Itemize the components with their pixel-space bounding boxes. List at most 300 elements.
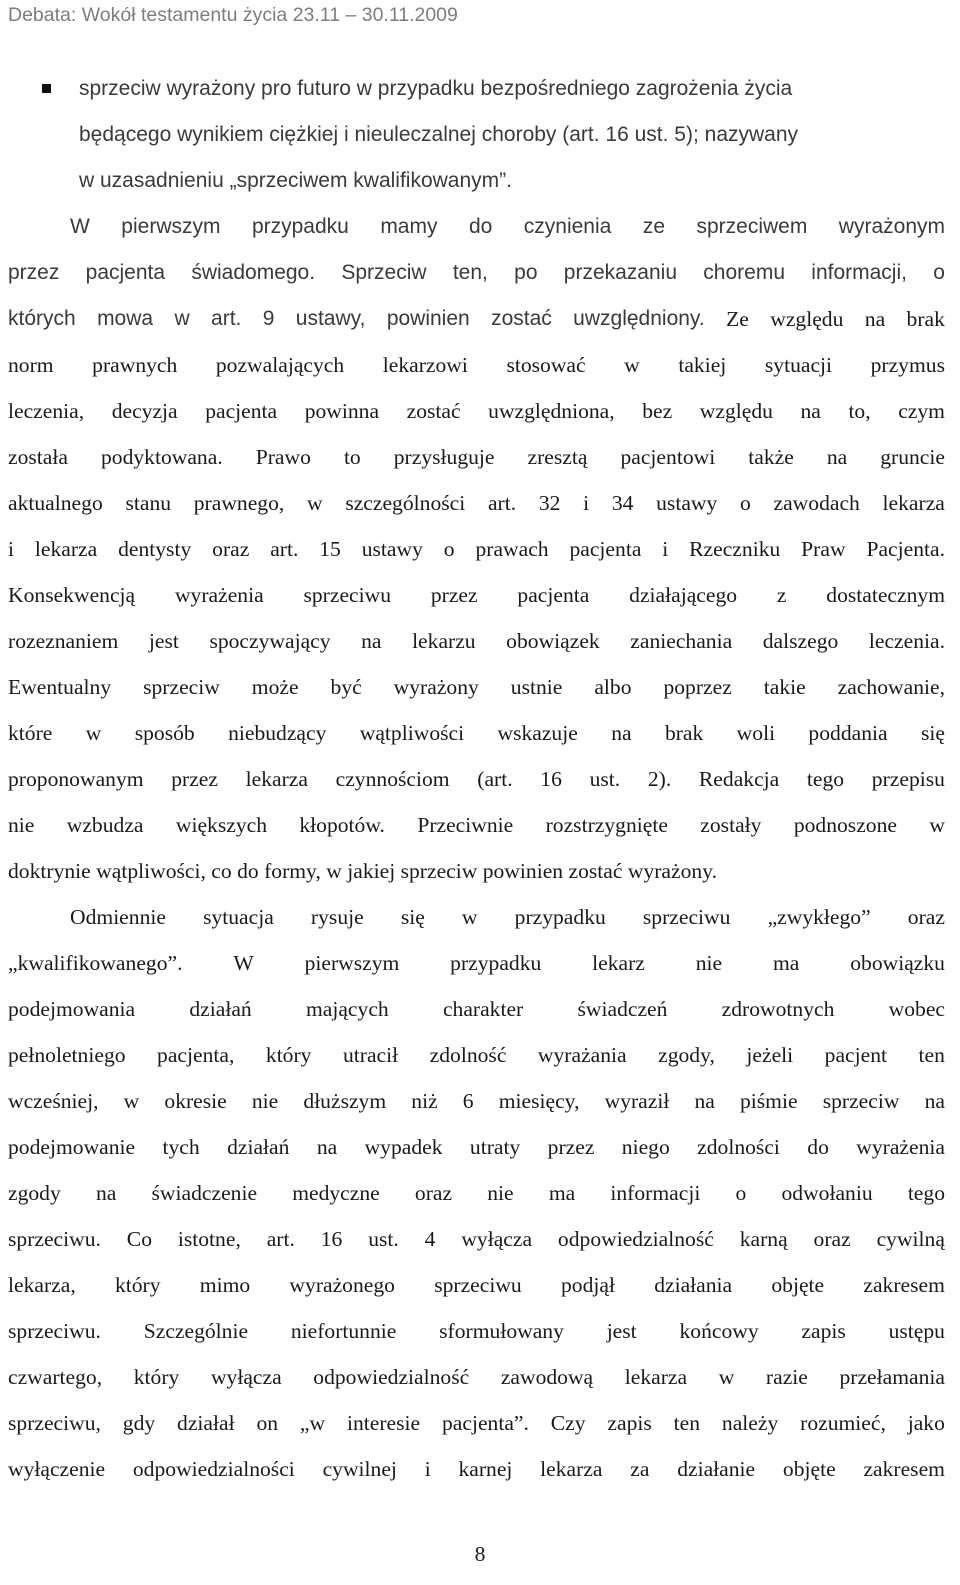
word: w <box>123 1089 140 1113</box>
word: obowiązku <box>850 951 945 975</box>
word: wyrażania <box>537 1043 627 1067</box>
word: lekarza, <box>8 1273 76 1297</box>
word: aktualnego <box>8 491 103 515</box>
word: piśmie <box>739 1089 798 1113</box>
word: art. <box>211 307 242 330</box>
word: względu <box>770 307 844 331</box>
word: czynnościom <box>335 767 450 791</box>
word: ten, <box>452 261 488 284</box>
word: pacjenta <box>205 399 278 423</box>
word: wyłącza <box>461 1227 533 1251</box>
word: spoczywający <box>209 629 331 653</box>
body-line <box>8 1040 945 1070</box>
word: podjął <box>560 1273 615 1297</box>
word: utraty <box>469 1135 521 1159</box>
word: być <box>330 675 362 699</box>
word: podejmowanie <box>8 1135 136 1159</box>
word: które <box>8 721 53 745</box>
word: norm <box>8 353 54 377</box>
word: zakresem <box>863 1457 945 1481</box>
word: tych <box>162 1135 200 1159</box>
word: zostać <box>406 399 461 423</box>
word: ust. <box>368 1227 399 1251</box>
word: art. <box>266 1227 295 1251</box>
word: lekarza <box>34 537 98 561</box>
word: i <box>662 537 669 561</box>
word: proponowanym <box>8 767 144 791</box>
word: działał <box>177 1411 235 1435</box>
word: który <box>114 1273 161 1297</box>
word: W <box>233 951 254 975</box>
word: sprzeciwu <box>303 583 392 607</box>
word: mamy <box>380 215 438 238</box>
word: art. <box>270 537 299 561</box>
word: świadczenie <box>151 1181 258 1205</box>
word: ustawy, <box>295 307 366 330</box>
word: wobec <box>888 997 945 1021</box>
word: prawach <box>475 537 549 561</box>
word: odpowiedzialność <box>557 1227 714 1251</box>
word: podnoszone <box>793 813 897 837</box>
body-line <box>8 1408 945 1438</box>
word: Sprzeciw <box>341 261 427 284</box>
body-line <box>8 1086 945 1116</box>
word: Rzeczniku <box>689 537 781 561</box>
word: lekarz <box>592 951 645 975</box>
word: wyraził <box>604 1089 670 1113</box>
body-line <box>8 672 945 702</box>
word: działającego <box>629 583 738 607</box>
word: oraz <box>212 537 250 561</box>
body-line <box>8 1132 945 1162</box>
word: tego <box>806 767 845 791</box>
word: Co <box>126 1227 152 1251</box>
word: „w <box>299 1411 326 1435</box>
word: tego <box>907 1181 945 1205</box>
word: oraz <box>414 1181 453 1205</box>
word: zakresem <box>863 1273 945 1297</box>
word: o <box>740 491 751 515</box>
word: Przeciwnie <box>417 813 514 837</box>
word: przepisu <box>871 767 945 791</box>
word: i <box>8 537 14 561</box>
word: ze <box>642 215 665 238</box>
word: do <box>468 215 493 238</box>
word: cywilnej <box>322 1457 397 1481</box>
word: przez <box>8 261 60 284</box>
body-line <box>8 626 945 656</box>
word: wyrażenia <box>174 583 264 607</box>
word: zachowanie, <box>837 675 945 699</box>
word: o <box>443 537 455 561</box>
word: działań <box>189 997 252 1021</box>
word: sformułowany <box>439 1319 564 1343</box>
body-line <box>8 396 945 426</box>
word: względu <box>699 399 773 423</box>
body-line <box>8 1224 945 1254</box>
word: działania <box>654 1273 733 1297</box>
body-line <box>8 718 945 748</box>
word: na <box>95 1181 117 1205</box>
word: jest <box>148 629 179 653</box>
word: pacjenta, <box>157 1043 235 1067</box>
word: Ewentualny <box>8 675 112 699</box>
word: podyktowana. <box>100 445 223 469</box>
word: medyczne <box>292 1181 380 1205</box>
word: o <box>735 1181 747 1205</box>
word: ma <box>772 951 800 975</box>
word: zostać <box>491 307 552 330</box>
word: podejmowania <box>8 997 136 1021</box>
word: ustępu <box>888 1319 945 1343</box>
word: Pacjenta. <box>866 537 945 561</box>
word: Szczególnie <box>143 1319 249 1343</box>
word: przypadku <box>514 905 606 929</box>
body-line <box>70 902 945 932</box>
word: odwołaniu <box>781 1181 873 1205</box>
word: ustawy <box>361 537 423 561</box>
word: 34 <box>611 491 634 515</box>
word: jeżeli <box>746 1043 794 1067</box>
word: za <box>630 1457 650 1481</box>
word: istotne, <box>177 1227 241 1251</box>
word: prawnego, <box>193 491 285 515</box>
body-line <box>70 212 945 242</box>
word: Odmiennie <box>70 905 166 929</box>
word: zapis <box>801 1319 846 1343</box>
word: przymus <box>870 353 945 377</box>
word: działań <box>227 1135 290 1159</box>
word: wyłącza <box>210 1365 282 1389</box>
word: „kwalifikowanego”. <box>8 951 183 975</box>
word: Prawo <box>255 445 311 469</box>
word: cywilną <box>876 1227 945 1251</box>
word: to, <box>848 399 871 423</box>
word: na <box>611 721 632 745</box>
bullet-line: będącego wynikiem ciężkiej i nieuleczalnej choroby (art. 16 ust. 5); nazywany <box>79 123 799 146</box>
body-line <box>8 1270 945 1300</box>
page-number: 8 <box>474 1542 486 1566</box>
word: oraz <box>907 905 945 929</box>
word: na <box>361 629 382 653</box>
word: który <box>265 1043 312 1067</box>
word: niefortunnie <box>290 1319 397 1343</box>
word: rysuje <box>310 905 364 929</box>
word: dentysty <box>118 537 192 561</box>
word: okresie <box>164 1089 227 1113</box>
word: wyrażenia <box>856 1135 945 1159</box>
body-line <box>8 488 945 518</box>
word: takiej <box>678 353 727 377</box>
word: lekarzu <box>412 629 476 653</box>
word: nie <box>487 1181 514 1205</box>
word: bez <box>642 399 673 423</box>
word: dostatecznym <box>826 583 945 607</box>
body-line <box>8 764 945 794</box>
word: powinien <box>386 307 470 330</box>
word: Praw <box>801 537 846 561</box>
word: gdy <box>122 1411 156 1435</box>
word: on <box>256 1411 279 1435</box>
word: nie <box>8 813 35 837</box>
word: zawodową <box>500 1365 594 1389</box>
word: się <box>920 721 945 745</box>
body-line <box>8 1454 945 1484</box>
word: mowa <box>97 307 154 330</box>
word: czwartego, <box>8 1365 103 1389</box>
word: oraz <box>813 1227 851 1251</box>
word: powinna <box>304 399 380 423</box>
bullet-marker <box>42 84 51 93</box>
word: zaniechania <box>630 629 733 653</box>
word: brak <box>664 721 704 745</box>
word: zawodach <box>773 491 860 515</box>
document-header: Debata: Wokół testamentu życia 23.11 – 30.11.2009 <box>8 4 458 26</box>
word: kłopotów. <box>299 813 385 837</box>
word: zostały <box>700 813 762 837</box>
word: w <box>718 1365 735 1389</box>
word: ustnie <box>510 675 563 699</box>
word: pacjenta <box>85 261 166 284</box>
word: sprzeciw <box>822 1089 900 1113</box>
word: na <box>826 445 848 469</box>
word: i <box>424 1457 431 1481</box>
word: sposób <box>134 721 195 745</box>
word: przez <box>430 583 478 607</box>
word: szczególności <box>345 491 466 515</box>
word: art. <box>487 491 517 515</box>
word: których <box>8 307 76 330</box>
word: ten <box>673 1411 701 1435</box>
word: rozstrzygnięte <box>545 813 668 837</box>
word: przekazaniu <box>563 261 678 284</box>
word: 16 <box>320 1227 343 1251</box>
word: lekarza <box>624 1365 688 1389</box>
word: wyrażonego <box>289 1273 395 1297</box>
body-line <box>8 994 945 1024</box>
word: należy <box>721 1411 779 1435</box>
word: w <box>307 491 323 515</box>
word: na <box>316 1135 338 1159</box>
word: stanu <box>125 491 172 515</box>
body-line <box>8 810 945 840</box>
body-line <box>8 580 945 610</box>
word: wypadek <box>364 1135 443 1159</box>
word: pacjenta <box>569 537 642 561</box>
word: w <box>929 813 945 837</box>
word: w <box>174 307 190 330</box>
word: rozumieć, <box>800 1411 886 1435</box>
word: takie <box>763 675 806 699</box>
word: Konsekwencją <box>8 583 136 607</box>
word: decyzja <box>111 399 178 423</box>
body-line <box>8 1316 945 1346</box>
bullet-line: w uzasadnieniu „sprzeciwem kwalifikowanym”. <box>79 169 512 192</box>
word: na <box>864 307 886 331</box>
word: odpowiedzialność <box>313 1365 470 1389</box>
word: i <box>583 491 590 515</box>
word: lekarza <box>540 1457 603 1481</box>
word: poprzez <box>663 675 732 699</box>
word: charakter <box>442 997 524 1021</box>
body-line <box>8 948 945 978</box>
word: końcowy <box>679 1319 759 1343</box>
word: przypadku <box>251 215 349 238</box>
word: poddania <box>808 721 888 745</box>
word: w <box>624 353 640 377</box>
word: sytuacja <box>203 905 274 929</box>
word: zdolność <box>429 1043 507 1067</box>
word: niż <box>411 1089 438 1113</box>
word: na <box>694 1089 715 1113</box>
word: miesięcy, <box>498 1089 580 1113</box>
word: sprzeciw <box>143 675 220 699</box>
word: sprzeciwu, <box>8 1411 101 1435</box>
word: leczenia, <box>8 399 85 423</box>
body-line <box>8 304 945 334</box>
word: świadczeń <box>577 997 668 1021</box>
body-line <box>8 534 945 564</box>
word: objęte <box>771 1273 825 1297</box>
word: „zwykłego” <box>767 905 871 929</box>
word: ustawy <box>656 491 718 515</box>
word: to <box>343 445 361 469</box>
word: z <box>776 583 787 607</box>
word: karną <box>739 1227 788 1251</box>
word: niego <box>621 1135 670 1159</box>
word: może <box>251 675 299 699</box>
text-run: doktrynie wątpliwości, co do formy, w jakiej sprzeciw powinien zostać wyrażony. <box>8 859 717 883</box>
word: sprzeciwu <box>642 905 731 929</box>
word: brak <box>906 307 945 331</box>
word: Redakcja <box>698 767 780 791</box>
word: 6 <box>462 1089 474 1113</box>
body-line <box>8 258 945 288</box>
word: W <box>70 215 90 238</box>
word: do <box>807 1135 829 1159</box>
word: większych <box>175 813 268 837</box>
word: pacjent <box>824 1043 888 1067</box>
body-line <box>8 442 945 472</box>
word: wyrażonym <box>838 215 945 238</box>
word: dalszego <box>762 629 839 653</box>
word: nie <box>695 951 723 975</box>
word: w <box>85 721 102 745</box>
word: przez <box>547 1135 595 1159</box>
word: mimo <box>199 1273 251 1297</box>
word: pozwalających <box>215 353 345 377</box>
word: 4 <box>424 1227 436 1251</box>
word: Ze <box>726 307 749 331</box>
word: woli <box>736 721 776 745</box>
word: zresztą <box>527 445 588 469</box>
word: interesie <box>346 1411 421 1435</box>
word: działanie <box>677 1457 756 1481</box>
word: została <box>8 445 68 469</box>
word: pacjenta”. <box>441 1411 529 1435</box>
word: pierwszym <box>304 951 400 975</box>
word: informacji <box>610 1181 701 1205</box>
word: jest <box>606 1319 637 1343</box>
word: Czy <box>550 1411 586 1435</box>
word: czym <box>898 399 945 423</box>
word: jako <box>907 1411 945 1435</box>
body-line <box>8 1178 945 1208</box>
word: pierwszym <box>121 215 221 238</box>
word: ten <box>918 1043 945 1067</box>
word: razie <box>765 1365 808 1389</box>
bullet-line: sprzeciw wyrażony pro futuro w przypadku bezpośredniego zagrożenia życia <box>79 77 793 100</box>
word: pełnoletniego <box>8 1043 126 1067</box>
word: świadomego. <box>191 261 316 284</box>
word: 32 <box>538 491 561 515</box>
word: zdrowotnych <box>721 997 835 1021</box>
word: 16 <box>540 767 562 791</box>
word: który <box>133 1365 180 1389</box>
word: zgody, <box>658 1043 715 1067</box>
word: choremu <box>703 261 785 284</box>
word: (art. <box>477 767 513 791</box>
word: lekarza <box>245 767 308 791</box>
word: leczenia. <box>868 629 945 653</box>
word: na <box>924 1089 945 1113</box>
body-line <box>8 856 945 886</box>
word: karnej <box>458 1457 513 1481</box>
word: 15 <box>319 537 341 561</box>
word: sprzeciwu. <box>8 1227 101 1251</box>
word: 2). <box>647 767 672 791</box>
word: wcześniej, <box>8 1089 99 1113</box>
word: wzbudza <box>66 813 144 837</box>
word: odpowiedzialności <box>132 1457 295 1481</box>
body-line <box>8 1362 945 1392</box>
word: lekarzowi <box>382 353 468 377</box>
word: nie <box>251 1089 279 1113</box>
word: uwzględniony. <box>573 307 705 330</box>
word: pacjenta <box>517 583 590 607</box>
word: stosować <box>506 353 586 377</box>
word: gruncie <box>880 445 945 469</box>
word: prawnych <box>92 353 178 377</box>
word: lekarza <box>882 491 945 515</box>
word: w <box>461 905 478 929</box>
word: ust. <box>589 767 621 791</box>
word: o <box>933 261 945 284</box>
word: sytuacji <box>764 353 833 377</box>
word: wskazuje <box>497 721 578 745</box>
word: zdolności <box>697 1135 780 1159</box>
word: utracił <box>342 1043 399 1067</box>
word: obowiązek <box>506 629 600 653</box>
word: uwzględniona, <box>488 399 615 423</box>
word: wyrażony <box>393 675 479 699</box>
word: objęte <box>782 1457 836 1481</box>
word: sprzeciwu. <box>8 1319 101 1343</box>
word: albo <box>594 675 632 699</box>
word: także <box>748 445 794 469</box>
word: się <box>400 905 425 929</box>
word: przełamania <box>839 1365 945 1389</box>
body-line <box>8 350 945 380</box>
word: przypadku <box>450 951 542 975</box>
word: 9 <box>262 307 275 330</box>
word: informacji, <box>811 261 907 284</box>
word: dłuższym <box>303 1089 387 1113</box>
word: po <box>514 261 538 284</box>
word: przez <box>171 767 218 791</box>
word: sprzeciwu <box>434 1273 522 1297</box>
word: przysługuje <box>393 445 495 469</box>
